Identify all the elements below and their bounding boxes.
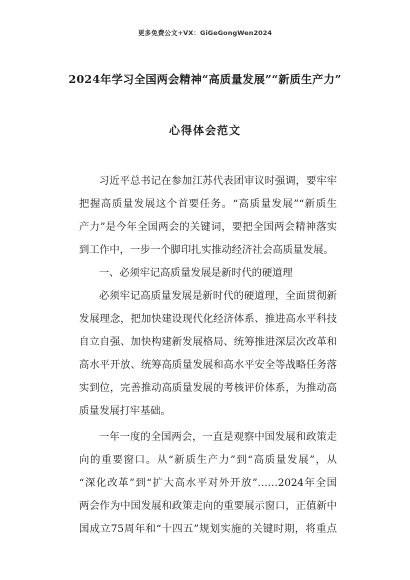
paragraph-1-line-4: 到工作中，一步一个脚印扎实推动经济社会高质量发展。 xyxy=(79,245,334,256)
paragraph-2-line-2: 发展理念，把加快建设现代化经济体系、推进高水平科技 xyxy=(79,314,337,325)
paragraph-1-line-3: 产力”是今年全国两会的关键词，要把全国两会精神落实 xyxy=(79,222,337,233)
paragraph-3-line-3: “深化改革”到“扩大高水平对外开放”……2024年全国 xyxy=(79,478,337,489)
paragraph-3-line-2: 向的重要窗口。从“新质生产力”到“高质量发展”，从 xyxy=(79,455,337,466)
paragraph-1-line-1: 习近平总书记在参加江苏代表团审议时强调，要牢牢 xyxy=(99,176,337,187)
paragraph-2-line-3: 自立自强、加快构建新发展格局、统筹推进深层次改革和 xyxy=(79,337,337,348)
paragraph-2-line-4: 高水平开放、统筹高质量发展和高水平安全等战略任务落 xyxy=(79,360,337,371)
document-body xyxy=(79,170,337,541)
paragraph-3-line-1: 一年一度的全国两会，一直是观察中国发展和政策走 xyxy=(99,432,337,443)
document-subtitle: 心得体会范文 xyxy=(169,124,241,137)
paragraph-3-line-5: 国成立75周年和“十四五”规划实施的关键时期，将重点 xyxy=(79,524,337,535)
paragraph-3-line-4: 两会作为中国发展和政策走向的重要展示窗口，正值新中 xyxy=(79,501,337,512)
paragraph-2-line-5: 实到位，完善推动高质量发展的考核评价体系，为推动高 xyxy=(79,383,337,394)
document-title: 2024年学习全国两会精神“高质量发展”“新质生产力” xyxy=(68,73,342,86)
header-note: 更多免费公文+VX：GiGeGongWen2024 xyxy=(138,29,272,37)
section-heading-1: 一、必须牢记高质量发展是新时代的硬道理 xyxy=(99,268,293,279)
paragraph-1-line-2: 把握高质量发展这个首要任务。“高质量发展”“新质生 xyxy=(79,199,337,210)
paragraph-2-line-6: 质量发展打牢基础。 xyxy=(79,406,171,417)
paragraph-2-line-1: 必须牢记高质量发展是新时代的硬道理，全面贯彻新 xyxy=(99,291,337,302)
